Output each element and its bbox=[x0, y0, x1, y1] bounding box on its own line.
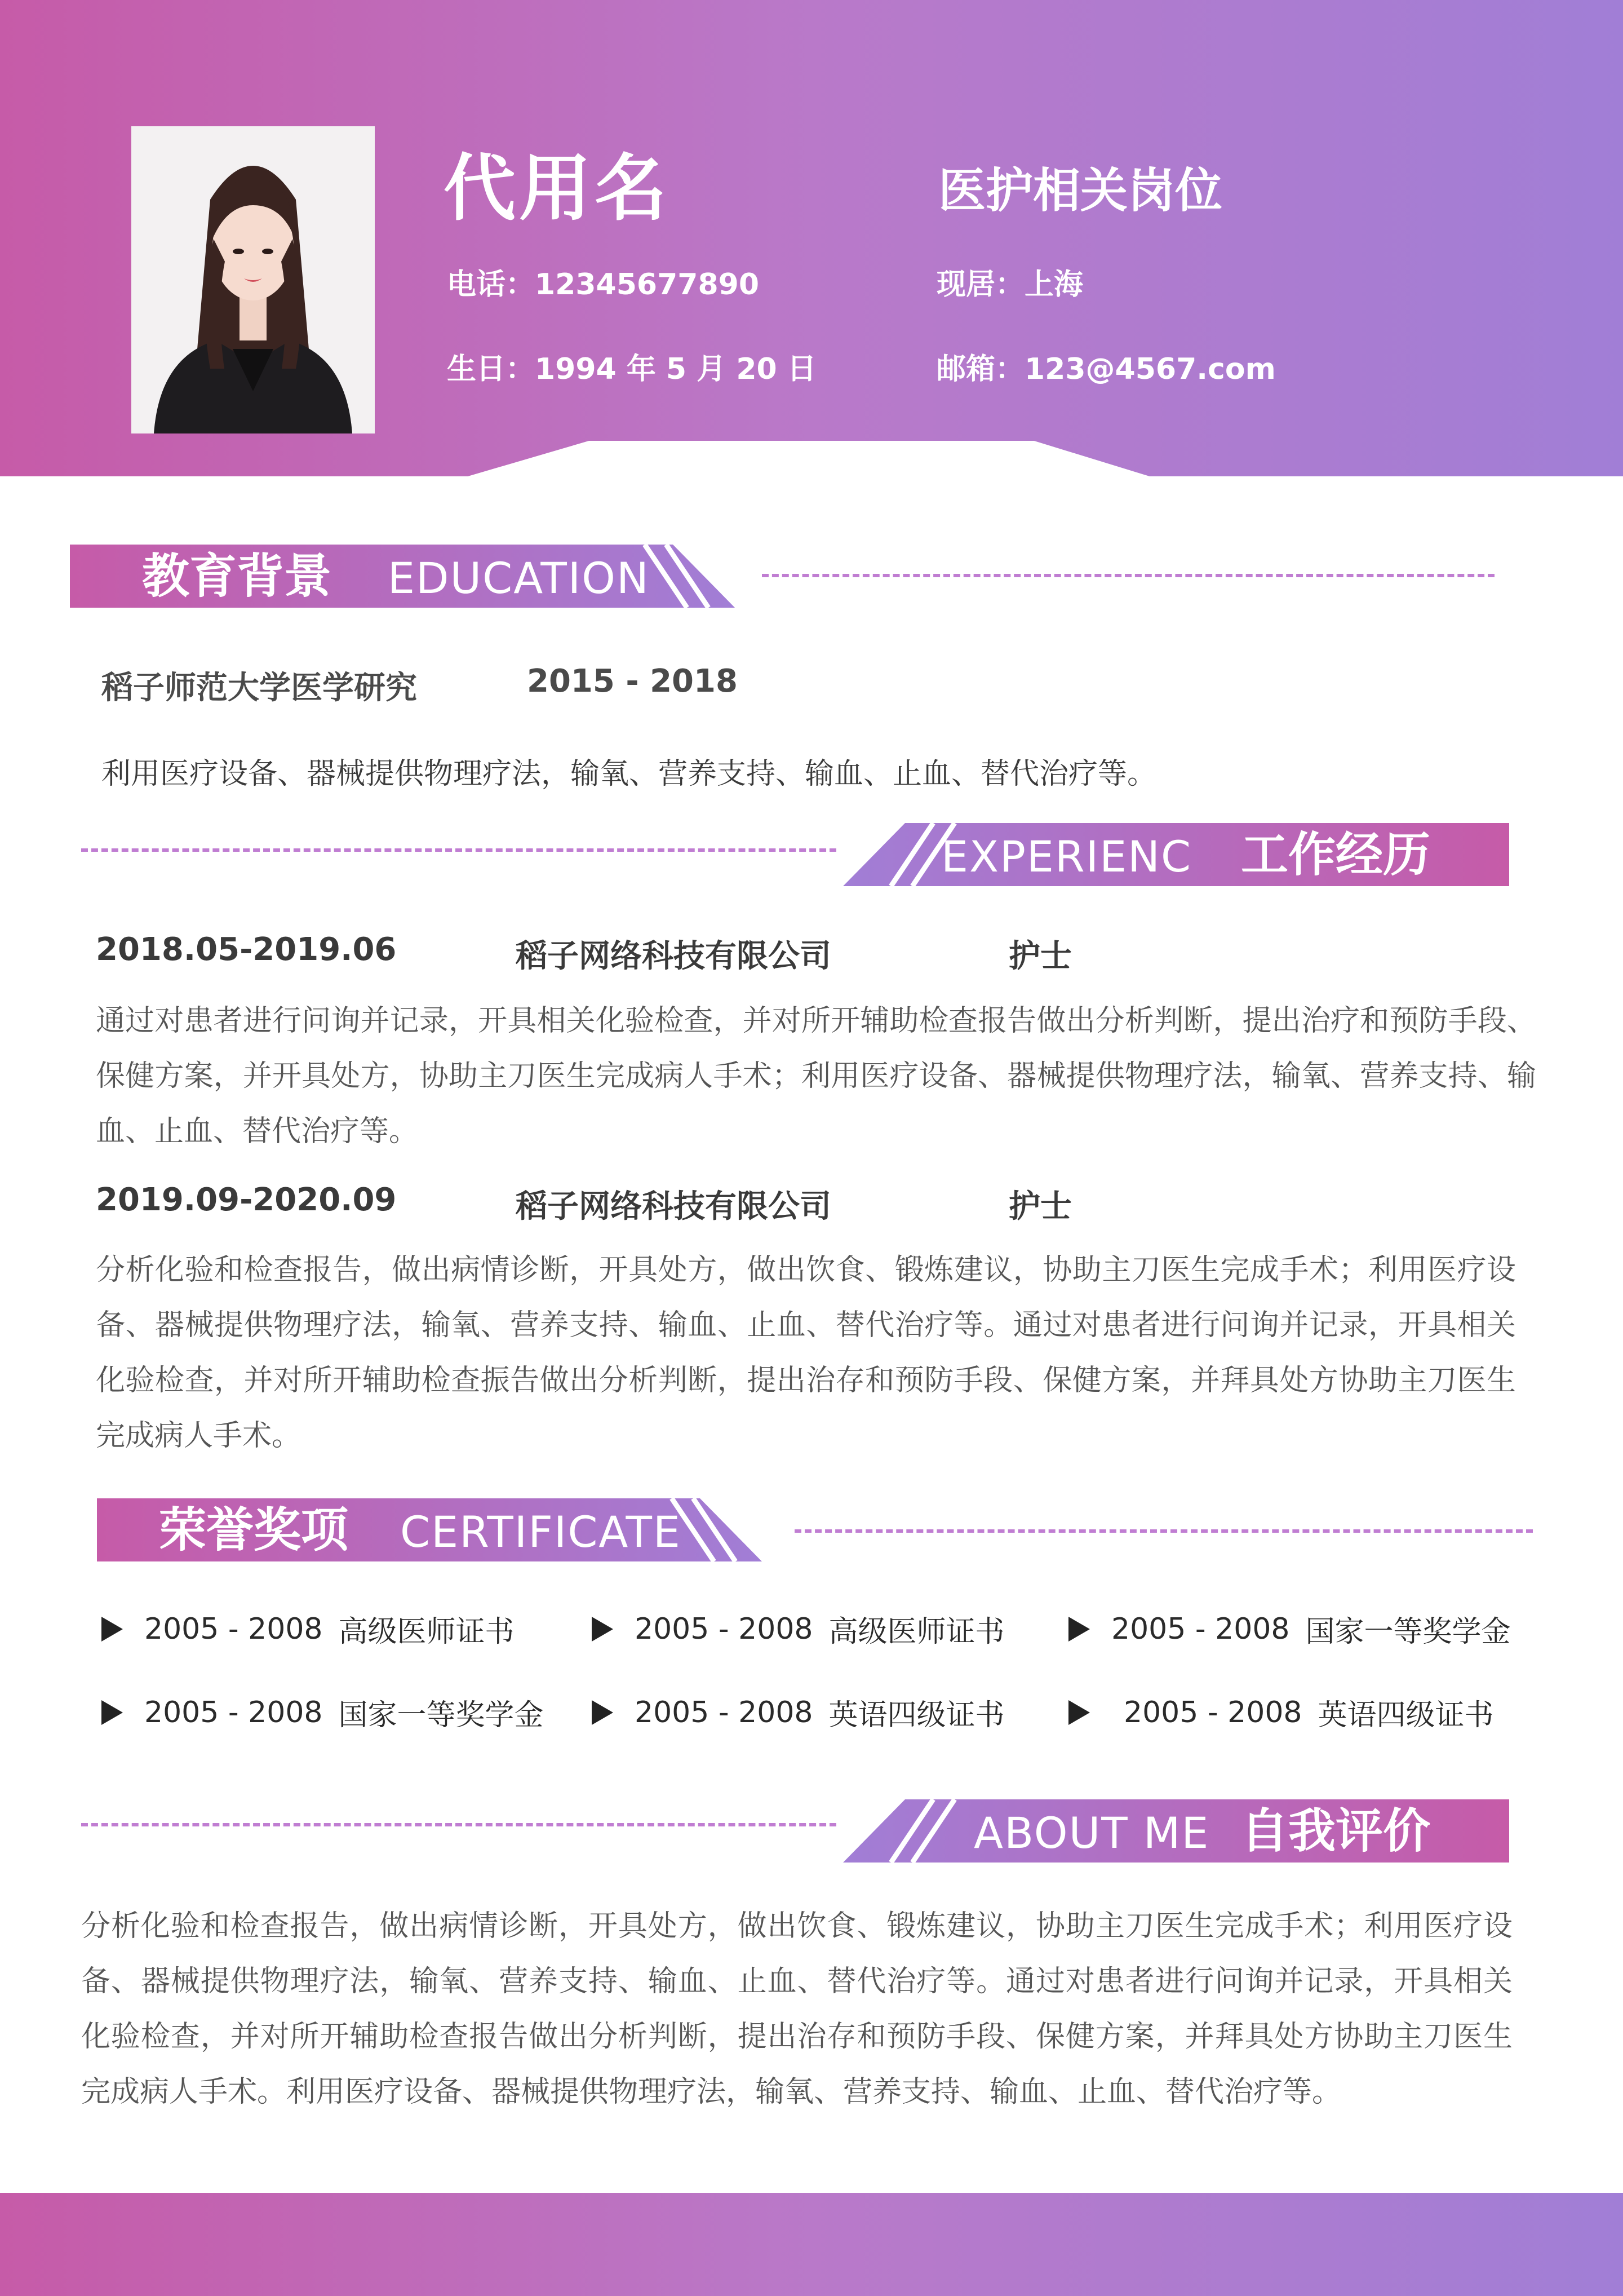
birthday-info: 生日：1994 年 5 月 20 日 bbox=[447, 352, 817, 386]
about-divider bbox=[81, 1823, 836, 1826]
triangle-bullet-icon bbox=[592, 1700, 613, 1725]
job-2-role: 护士 bbox=[1009, 1188, 1072, 1225]
award-years: 2005 - 2008 bbox=[1124, 1695, 1302, 1729]
certificate-banner bbox=[97, 1498, 762, 1561]
education-title-cn: 教育背景 bbox=[142, 548, 332, 604]
about-banner bbox=[843, 1799, 1509, 1863]
footer-bar bbox=[0, 2193, 1623, 2296]
profile-photo bbox=[131, 126, 375, 433]
certificate-divider bbox=[795, 1529, 1533, 1533]
education-description: 利用医疗设备、器械提供物理疗法，输氧、营养支持、输血、止血、替代治疗等。 bbox=[101, 757, 1157, 791]
experience-title-cn: 工作经历 bbox=[1241, 827, 1431, 882]
education-banner bbox=[70, 545, 735, 608]
job-1-role: 护士 bbox=[1009, 938, 1072, 975]
email-info: 邮箱：123@4567.com bbox=[937, 352, 1276, 386]
about-title-cn: 自我评价 bbox=[1241, 1803, 1431, 1859]
triangle-bullet-icon bbox=[1068, 1700, 1090, 1725]
award-item bbox=[101, 1691, 544, 1733]
experience-banner bbox=[843, 823, 1509, 886]
job-2-company: 稻子网络科技有限公司 bbox=[516, 1188, 831, 1225]
award-item bbox=[592, 1691, 1005, 1733]
certificate-title-cn: 荣誉奖项 bbox=[159, 1502, 349, 1558]
job-2-period: 2019.09-2020.09 bbox=[96, 1182, 397, 1218]
award-name: 高级医师证书 bbox=[338, 1615, 515, 1649]
triangle-bullet-icon bbox=[1068, 1617, 1090, 1642]
phone-info: 电话：12345677890 bbox=[447, 268, 759, 302]
experience-title-en: EXPERIENC bbox=[941, 831, 1192, 882]
job-1-company: 稻子网络科技有限公司 bbox=[516, 938, 831, 975]
experience-divider bbox=[81, 848, 836, 852]
job-1-period: 2018.05-2019.06 bbox=[96, 931, 397, 968]
job-2-description: 分析化验和检查报告，做出病情诊断，开具处方，做出饮食、锻炼建议，协助主刀医生完成手术；利用医疗设备、器械提供物理疗法，输氧、营养支持、输血、止血、替代治疗等。通过对患者进行问询并记录，开具相关化验检查，并对所开辅助检查振告做出分析判断，提出治存和预防手段、保健方案，并拜具处方协助主刀医生完成病人手术。 bbox=[96, 1253, 1516, 1453]
award-years: 2005 - 2008 bbox=[144, 1695, 323, 1729]
award-name: 国家一等奖学金 bbox=[338, 1698, 544, 1732]
triangle-bullet-icon bbox=[101, 1617, 123, 1642]
education-divider bbox=[762, 574, 1495, 577]
target-position: 医护相关岗位 bbox=[938, 163, 1223, 218]
award-years: 2005 - 2008 bbox=[144, 1612, 323, 1646]
education-school: 稻子师范大学医学研究 bbox=[101, 670, 417, 706]
award-years: 2005 - 2008 bbox=[635, 1695, 813, 1729]
education-title-en: EDUCATION bbox=[388, 553, 650, 603]
award-item bbox=[592, 1608, 1005, 1650]
job-1-description: 通过对患者进行问询并记录，开具相关化验检查，并对所开辅助检查报告做出分析判断，提出治疗和预防手段、保健方案，并开具处方，协助主刀医生完成病人手术；利用医疗设备、器械提供物理疗法，输氧、营养支持、输血、止血、替代治疗等。 bbox=[96, 1004, 1536, 1148]
triangle-bullet-icon bbox=[592, 1617, 613, 1642]
award-name: 英语四级证书 bbox=[1318, 1698, 1494, 1732]
award-item bbox=[1068, 1608, 1511, 1650]
award-item bbox=[1068, 1691, 1494, 1733]
award-name: 英语四级证书 bbox=[828, 1698, 1005, 1732]
about-title-en: ABOUT ME bbox=[974, 1808, 1210, 1858]
triangle-bullet-icon bbox=[101, 1700, 123, 1725]
award-years: 2005 - 2008 bbox=[1111, 1612, 1290, 1646]
header-notch bbox=[0, 441, 1623, 480]
award-name: 国家一等奖学金 bbox=[1305, 1615, 1511, 1649]
award-item bbox=[101, 1608, 515, 1650]
residence-info: 现居：上海 bbox=[937, 268, 1084, 302]
education-years: 2015 - 2018 bbox=[527, 663, 738, 700]
award-years: 2005 - 2008 bbox=[635, 1612, 813, 1646]
certificate-title-en: CERTIFICATE bbox=[400, 1507, 681, 1557]
award-name: 高级医师证书 bbox=[828, 1615, 1005, 1649]
candidate-name: 代用名 bbox=[444, 147, 671, 231]
about-description: 分析化验和检查报告，做出病情诊断，开具处方，做出饮食、锻炼建议，协助主刀医生完成手术；利用医疗设备、器械提供物理疗法，输氧、营养支持、输血、止血、替代治疗等。通过对患者进行问询并记录，开具相关化验检查，并对所开辅助检查报告做出分析判断，提出治存和预防手段、保健方案，并拜具处方协助主刀医生完成病人手术。利用医疗设备、器械提供物理疗法，输氧、营养支持、输血、止血、替代治疗等。 bbox=[81, 1909, 1513, 2109]
